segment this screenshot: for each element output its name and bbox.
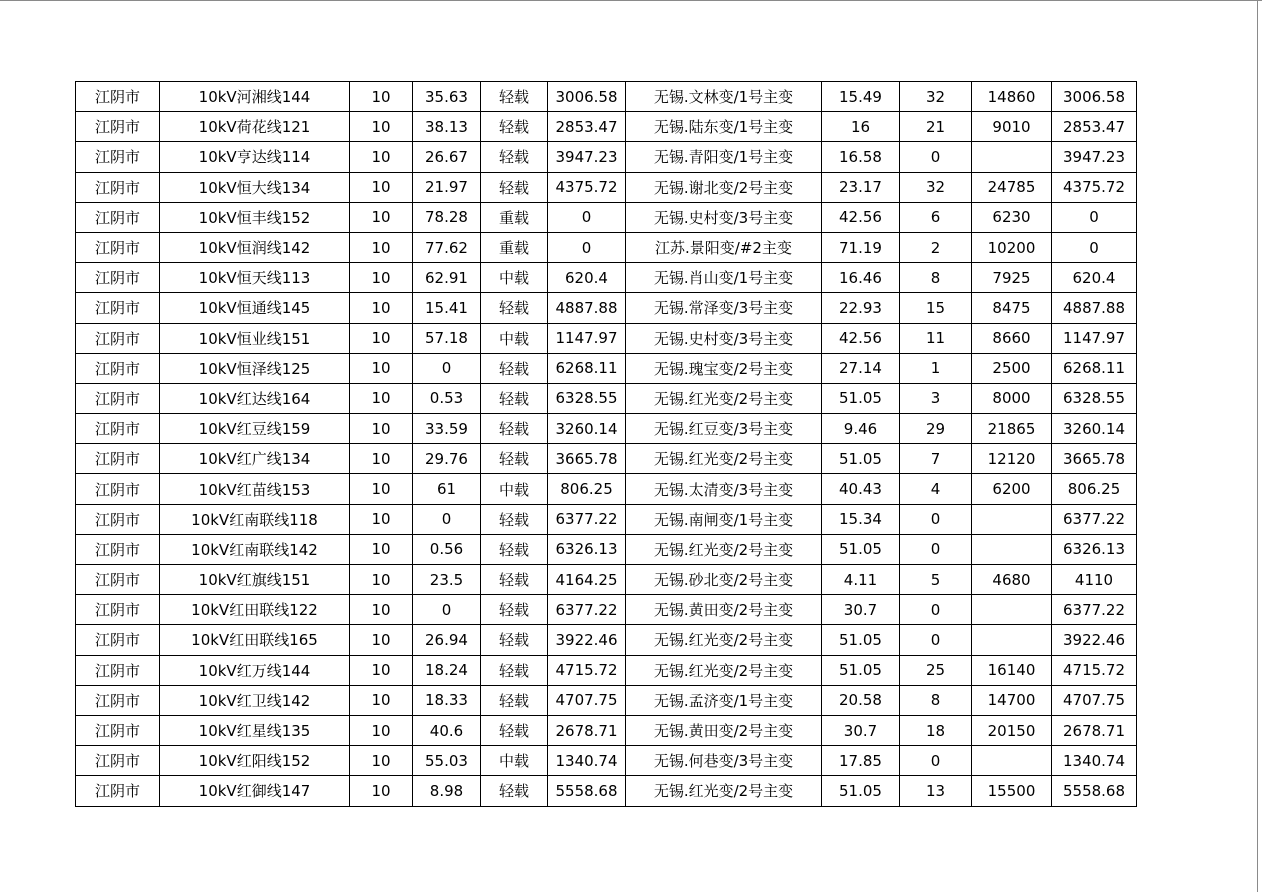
cell-substation-transformer: 无锡.黄田变/2号主变 [626,715,822,745]
table-row [76,715,1137,745]
cell-city: 江阴市 [76,685,160,715]
cell-load-rate: 0.53 [413,383,481,413]
cell-line-name: 10kV亨达线114 [160,142,350,172]
cell-load-rate: 18.33 [413,685,481,715]
table-row [76,112,1137,142]
cell-available-capacity: 1340.74 [548,746,626,776]
cell-city: 江阴市 [76,444,160,474]
cell-voltage: 10 [350,142,413,172]
cell-line-name: 10kV红豆线159 [160,414,350,444]
cell-user-count: 21 [900,112,972,142]
cell-load-rate: 38.13 [413,112,481,142]
cell-load-rate: 55.03 [413,746,481,776]
cell-installed-capacity [972,746,1052,776]
table-row [76,685,1137,715]
table-row [76,232,1137,262]
cell-load-rate: 33.59 [413,414,481,444]
cell-city: 江阴市 [76,655,160,685]
cell-available-capacity: 6326.13 [548,534,626,564]
cell-line-name: 10kV红星线135 [160,715,350,745]
cell-city: 江阴市 [76,474,160,504]
cell-installed-capacity: 14860 [972,82,1052,112]
cell-user-count: 15 [900,293,972,323]
cell-voltage: 10 [350,625,413,655]
cell-available-capacity: 6377.22 [548,504,626,534]
cell-user-count: 0 [900,504,972,534]
cell-user-count: 29 [900,414,972,444]
cell-remaining-capacity: 0 [1052,232,1137,262]
cell-installed-capacity: 21865 [972,414,1052,444]
cell-available-capacity: 3947.23 [548,142,626,172]
table-row [76,383,1137,413]
cell-available-capacity: 0 [548,202,626,232]
cell-available-capacity: 4164.25 [548,565,626,595]
cell-voltage: 10 [350,293,413,323]
cell-line-name: 10kV红苗线153 [160,474,350,504]
cell-remaining-capacity: 4707.75 [1052,685,1137,715]
cell-load-status: 轻载 [481,625,548,655]
cell-remaining-capacity: 6326.13 [1052,534,1137,564]
cell-load-status: 轻载 [481,293,548,323]
cell-transformer-load-rate: 30.7 [822,715,900,745]
cell-transformer-load-rate: 30.7 [822,595,900,625]
cell-transformer-load-rate: 71.19 [822,232,900,262]
cell-remaining-capacity: 2678.71 [1052,715,1137,745]
cell-installed-capacity: 6230 [972,202,1052,232]
cell-substation-transformer: 无锡.南闸变/1号主变 [626,504,822,534]
cell-substation-transformer: 无锡.常泽变/3号主变 [626,293,822,323]
cell-load-status: 轻载 [481,655,548,685]
cell-city: 江阴市 [76,232,160,262]
cell-substation-transformer: 无锡.红光变/2号主变 [626,625,822,655]
cell-load-status: 轻载 [481,82,548,112]
cell-user-count: 8 [900,263,972,293]
cell-substation-transformer: 无锡.谢北变/2号主变 [626,172,822,202]
cell-load-status: 中载 [481,474,548,504]
cell-transformer-load-rate: 51.05 [822,534,900,564]
cell-load-rate: 0 [413,595,481,625]
cell-installed-capacity: 6200 [972,474,1052,504]
cell-available-capacity: 5558.68 [548,776,626,806]
cell-voltage: 10 [350,746,413,776]
cell-voltage: 10 [350,776,413,806]
cell-load-status: 轻载 [481,715,548,745]
cell-installed-capacity: 7925 [972,263,1052,293]
table-row [76,625,1137,655]
page-top-border [0,0,1262,1]
cell-transformer-load-rate: 4.11 [822,565,900,595]
cell-installed-capacity: 24785 [972,172,1052,202]
cell-voltage: 10 [350,353,413,383]
cell-transformer-load-rate: 51.05 [822,655,900,685]
cell-user-count: 5 [900,565,972,595]
cell-load-status: 轻载 [481,685,548,715]
cell-load-rate: 8.98 [413,776,481,806]
cell-line-name: 10kV恒业线151 [160,323,350,353]
cell-load-rate: 26.94 [413,625,481,655]
cell-installed-capacity: 14700 [972,685,1052,715]
cell-load-rate: 62.91 [413,263,481,293]
cell-load-rate: 35.63 [413,82,481,112]
cell-available-capacity: 6268.11 [548,353,626,383]
cell-line-name: 10kV红南联线118 [160,504,350,534]
cell-remaining-capacity: 5558.68 [1052,776,1137,806]
table-row [76,202,1137,232]
table-row [76,595,1137,625]
cell-user-count: 3 [900,383,972,413]
cell-voltage: 10 [350,444,413,474]
cell-city: 江阴市 [76,565,160,595]
cell-line-name: 10kV恒大线134 [160,172,350,202]
table-row [76,776,1137,806]
cell-user-count: 2 [900,232,972,262]
cell-voltage: 10 [350,565,413,595]
cell-installed-capacity: 12120 [972,444,1052,474]
table-row [76,534,1137,564]
cell-user-count: 1 [900,353,972,383]
cell-user-count: 0 [900,534,972,564]
cell-substation-transformer: 无锡.史村变/3号主变 [626,323,822,353]
cell-user-count: 7 [900,444,972,474]
cell-city: 江阴市 [76,383,160,413]
cell-load-rate: 0 [413,353,481,383]
cell-substation-transformer: 无锡.红光变/2号主变 [626,655,822,685]
cell-available-capacity: 0 [548,232,626,262]
cell-city: 江阴市 [76,263,160,293]
cell-user-count: 18 [900,715,972,745]
cell-load-rate: 78.28 [413,202,481,232]
cell-substation-transformer: 无锡.瑰宝变/2号主变 [626,353,822,383]
cell-remaining-capacity: 1340.74 [1052,746,1137,776]
cell-user-count: 0 [900,746,972,776]
cell-remaining-capacity: 3947.23 [1052,142,1137,172]
cell-user-count: 25 [900,655,972,685]
table-row [76,293,1137,323]
page-right-border [1257,0,1258,892]
cell-transformer-load-rate: 23.17 [822,172,900,202]
cell-available-capacity: 4707.75 [548,685,626,715]
cell-city: 江阴市 [76,534,160,564]
cell-substation-transformer: 无锡.肖山变/1号主变 [626,263,822,293]
cell-remaining-capacity: 4110 [1052,565,1137,595]
cell-substation-transformer: 无锡.黄田变/2号主变 [626,595,822,625]
cell-remaining-capacity: 4887.88 [1052,293,1137,323]
table-row [76,353,1137,383]
cell-installed-capacity [972,534,1052,564]
cell-available-capacity: 3260.14 [548,414,626,444]
cell-load-rate: 61 [413,474,481,504]
cell-city: 江阴市 [76,715,160,745]
cell-voltage: 10 [350,383,413,413]
cell-installed-capacity: 8475 [972,293,1052,323]
cell-line-name: 10kV恒丰线152 [160,202,350,232]
cell-transformer-load-rate: 20.58 [822,685,900,715]
cell-load-status: 轻载 [481,112,548,142]
cell-line-name: 10kV红达线164 [160,383,350,413]
cell-user-count: 32 [900,82,972,112]
cell-substation-transformer: 无锡.文林变/1号主变 [626,82,822,112]
cell-load-status: 中载 [481,746,548,776]
cell-installed-capacity [972,595,1052,625]
cell-transformer-load-rate: 22.93 [822,293,900,323]
cell-voltage: 10 [350,202,413,232]
cell-available-capacity: 2678.71 [548,715,626,745]
cell-available-capacity: 1147.97 [548,323,626,353]
data-table [75,81,1137,807]
cell-city: 江阴市 [76,414,160,444]
cell-available-capacity: 4715.72 [548,655,626,685]
cell-installed-capacity: 20150 [972,715,1052,745]
cell-substation-transformer: 无锡.何巷变/3号主变 [626,746,822,776]
cell-available-capacity: 3922.46 [548,625,626,655]
cell-transformer-load-rate: 16.46 [822,263,900,293]
cell-voltage: 10 [350,655,413,685]
cell-user-count: 32 [900,172,972,202]
cell-city: 江阴市 [76,595,160,625]
cell-load-status: 轻载 [481,504,548,534]
cell-voltage: 10 [350,504,413,534]
cell-substation-transformer: 无锡.砂北变/2号主变 [626,565,822,595]
cell-transformer-load-rate: 40.43 [822,474,900,504]
cell-line-name: 10kV红田联线122 [160,595,350,625]
cell-city: 江阴市 [76,202,160,232]
cell-transformer-load-rate: 16 [822,112,900,142]
cell-line-name: 10kV红万线144 [160,655,350,685]
cell-line-name: 10kV恒泽线125 [160,353,350,383]
cell-available-capacity: 3665.78 [548,444,626,474]
cell-remaining-capacity: 806.25 [1052,474,1137,504]
cell-city: 江阴市 [76,746,160,776]
cell-installed-capacity: 9010 [972,112,1052,142]
cell-voltage: 10 [350,172,413,202]
cell-substation-transformer: 无锡.红豆变/3号主变 [626,414,822,444]
cell-transformer-load-rate: 51.05 [822,444,900,474]
cell-substation-transformer: 无锡.史村变/3号主变 [626,202,822,232]
cell-substation-transformer: 无锡.红光变/2号主变 [626,383,822,413]
cell-installed-capacity: 4680 [972,565,1052,595]
cell-user-count: 6 [900,202,972,232]
cell-substation-transformer: 无锡.陆东变/1号主变 [626,112,822,142]
cell-available-capacity: 806.25 [548,474,626,504]
cell-transformer-load-rate: 51.05 [822,383,900,413]
table-row [76,504,1137,534]
cell-voltage: 10 [350,263,413,293]
cell-remaining-capacity: 0 [1052,202,1137,232]
cell-city: 江阴市 [76,504,160,534]
cell-user-count: 8 [900,685,972,715]
cell-substation-transformer: 无锡.青阳变/1号主变 [626,142,822,172]
cell-transformer-load-rate: 15.49 [822,82,900,112]
cell-voltage: 10 [350,685,413,715]
cell-line-name: 10kV红广线134 [160,444,350,474]
cell-voltage: 10 [350,82,413,112]
table-row [76,172,1137,202]
cell-city: 江阴市 [76,293,160,323]
cell-city: 江阴市 [76,625,160,655]
cell-load-rate: 18.24 [413,655,481,685]
table-row [76,263,1137,293]
cell-installed-capacity: 8660 [972,323,1052,353]
cell-installed-capacity: 10200 [972,232,1052,262]
cell-transformer-load-rate: 16.58 [822,142,900,172]
cell-remaining-capacity: 3665.78 [1052,444,1137,474]
cell-line-name: 10kV恒通线145 [160,293,350,323]
cell-user-count: 0 [900,142,972,172]
table-row [76,444,1137,474]
cell-line-name: 10kV红南联线142 [160,534,350,564]
cell-transformer-load-rate: 51.05 [822,625,900,655]
cell-load-status: 中载 [481,323,548,353]
cell-available-capacity: 6377.22 [548,595,626,625]
cell-voltage: 10 [350,474,413,504]
cell-remaining-capacity: 6377.22 [1052,504,1137,534]
cell-transformer-load-rate: 51.05 [822,776,900,806]
cell-installed-capacity [972,625,1052,655]
cell-load-status: 轻载 [481,383,548,413]
cell-transformer-load-rate: 15.34 [822,504,900,534]
cell-substation-transformer: 无锡.太清变/3号主变 [626,474,822,504]
cell-remaining-capacity: 2853.47 [1052,112,1137,142]
cell-city: 江阴市 [76,776,160,806]
cell-transformer-load-rate: 27.14 [822,353,900,383]
cell-substation-transformer: 无锡.红光变/2号主变 [626,776,822,806]
cell-installed-capacity: 2500 [972,353,1052,383]
cell-load-status: 轻载 [481,534,548,564]
cell-line-name: 10kV红卫线142 [160,685,350,715]
cell-transformer-load-rate: 42.56 [822,323,900,353]
cell-remaining-capacity: 1147.97 [1052,323,1137,353]
cell-remaining-capacity: 4375.72 [1052,172,1137,202]
cell-line-name: 10kV红阳线152 [160,746,350,776]
cell-load-status: 轻载 [481,565,548,595]
cell-load-rate: 77.62 [413,232,481,262]
cell-remaining-capacity: 6268.11 [1052,353,1137,383]
cell-load-rate: 15.41 [413,293,481,323]
cell-load-rate: 0.56 [413,534,481,564]
cell-remaining-capacity: 6328.55 [1052,383,1137,413]
table-row [76,142,1137,172]
cell-available-capacity: 3006.58 [548,82,626,112]
cell-city: 江阴市 [76,142,160,172]
cell-line-name: 10kV红御线147 [160,776,350,806]
cell-line-name: 10kV恒润线142 [160,232,350,262]
cell-substation-transformer: 江苏.景阳变/#2主变 [626,232,822,262]
cell-available-capacity: 4375.72 [548,172,626,202]
table-row [76,323,1137,353]
cell-load-status: 轻载 [481,172,548,202]
cell-load-rate: 26.67 [413,142,481,172]
cell-city: 江阴市 [76,172,160,202]
cell-voltage: 10 [350,232,413,262]
cell-remaining-capacity: 6377.22 [1052,595,1137,625]
cell-voltage: 10 [350,595,413,625]
cell-load-rate: 57.18 [413,323,481,353]
cell-remaining-capacity: 620.4 [1052,263,1137,293]
cell-load-status: 重载 [481,202,548,232]
cell-line-name: 10kV河湘线144 [160,82,350,112]
table-row [76,82,1137,112]
cell-load-rate: 29.76 [413,444,481,474]
cell-remaining-capacity: 3922.46 [1052,625,1137,655]
cell-user-count: 4 [900,474,972,504]
cell-installed-capacity: 8000 [972,383,1052,413]
cell-available-capacity: 6328.55 [548,383,626,413]
cell-voltage: 10 [350,323,413,353]
cell-remaining-capacity: 4715.72 [1052,655,1137,685]
cell-line-name: 10kV荷花线121 [160,112,350,142]
cell-line-name: 10kV恒天线113 [160,263,350,293]
cell-city: 江阴市 [76,353,160,383]
cell-substation-transformer: 无锡.红光变/2号主变 [626,444,822,474]
cell-user-count: 0 [900,625,972,655]
cell-available-capacity: 2853.47 [548,112,626,142]
table-row [76,746,1137,776]
cell-load-status: 轻载 [481,776,548,806]
cell-load-status: 轻载 [481,142,548,172]
cell-transformer-load-rate: 42.56 [822,202,900,232]
cell-user-count: 13 [900,776,972,806]
table-body [76,82,1137,807]
table-row [76,565,1137,595]
cell-user-count: 0 [900,595,972,625]
cell-available-capacity: 620.4 [548,263,626,293]
cell-load-status: 轻载 [481,414,548,444]
cell-load-rate: 21.97 [413,172,481,202]
cell-load-status: 轻载 [481,444,548,474]
cell-load-rate: 0 [413,504,481,534]
cell-load-rate: 23.5 [413,565,481,595]
table-row [76,655,1137,685]
cell-remaining-capacity: 3006.58 [1052,82,1137,112]
cell-voltage: 10 [350,715,413,745]
cell-substation-transformer: 无锡.红光变/2号主变 [626,534,822,564]
cell-city: 江阴市 [76,323,160,353]
cell-load-status: 中载 [481,263,548,293]
cell-remaining-capacity: 3260.14 [1052,414,1137,444]
cell-line-name: 10kV红旗线151 [160,565,350,595]
cell-load-status: 重载 [481,232,548,262]
cell-available-capacity: 4887.88 [548,293,626,323]
table-row [76,414,1137,444]
cell-voltage: 10 [350,414,413,444]
cell-load-rate: 40.6 [413,715,481,745]
cell-transformer-load-rate: 9.46 [822,414,900,444]
cell-installed-capacity [972,504,1052,534]
cell-line-name: 10kV红田联线165 [160,625,350,655]
cell-city: 江阴市 [76,112,160,142]
cell-load-status: 轻载 [481,353,548,383]
cell-voltage: 10 [350,112,413,142]
cell-user-count: 11 [900,323,972,353]
cell-installed-capacity: 15500 [972,776,1052,806]
cell-voltage: 10 [350,534,413,564]
cell-installed-capacity: 16140 [972,655,1052,685]
cell-city: 江阴市 [76,82,160,112]
cell-substation-transformer: 无锡.孟济变/1号主变 [626,685,822,715]
cell-load-status: 轻载 [481,595,548,625]
table-row [76,474,1137,504]
cell-transformer-load-rate: 17.85 [822,746,900,776]
cell-installed-capacity [972,142,1052,172]
